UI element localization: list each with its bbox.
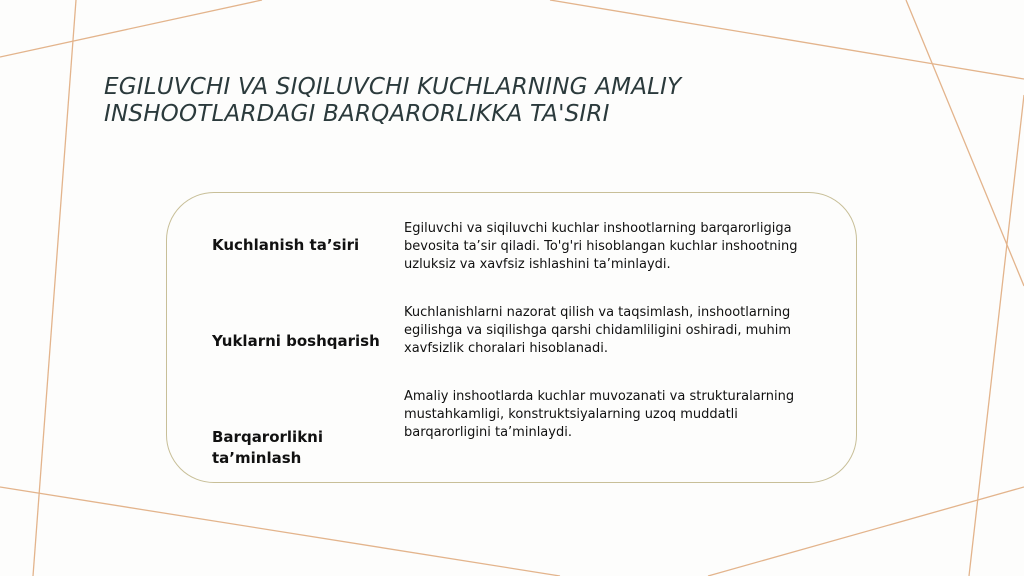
slide-title-line-2: INSHOOTLARDAGI BARQARORLIKKA TA'SIRI: [104, 101, 610, 127]
slide-title-line-1: EGILUVCHI VA SIQILUVCHI KUCHLARNING AMALIY: [104, 74, 682, 100]
row-text-barqarorlikni: Amaliy inshootlarda kuchlar muvozanati va strukturalarning mustahkamligi, konstruktsiyalarning uzoq muddatli barqarorligini ta’minlaydi.: [404, 389, 795, 440]
slide-title: [104, 74, 864, 128]
row-label-yuklarni: Yuklarni boshqarish: [212, 332, 380, 350]
row-label-barqarorlikni: Barqarorlikni ta’minlash: [212, 428, 323, 467]
row-text-yuklarni: Kuchlanishlarni nazorat qilish va taqsimlash, inshootlarning egilishga va siqilishga qarshi chidamliligini oshiradi, muhim xavfsizlik choralari hisoblanadi.: [404, 305, 792, 356]
row-text-kuchlanish: Egiluvchi va siqiluvchi kuchlar inshootlarning barqarorligiga bevosita ta’sir qiladi. To'g'ri hisoblangan kuchlar inshootning uzluksiz va xavfsiz ishlashini ta’minlaydi.: [404, 221, 798, 272]
row-label-kuchlanish: Kuchlanish ta’siri: [212, 236, 360, 254]
